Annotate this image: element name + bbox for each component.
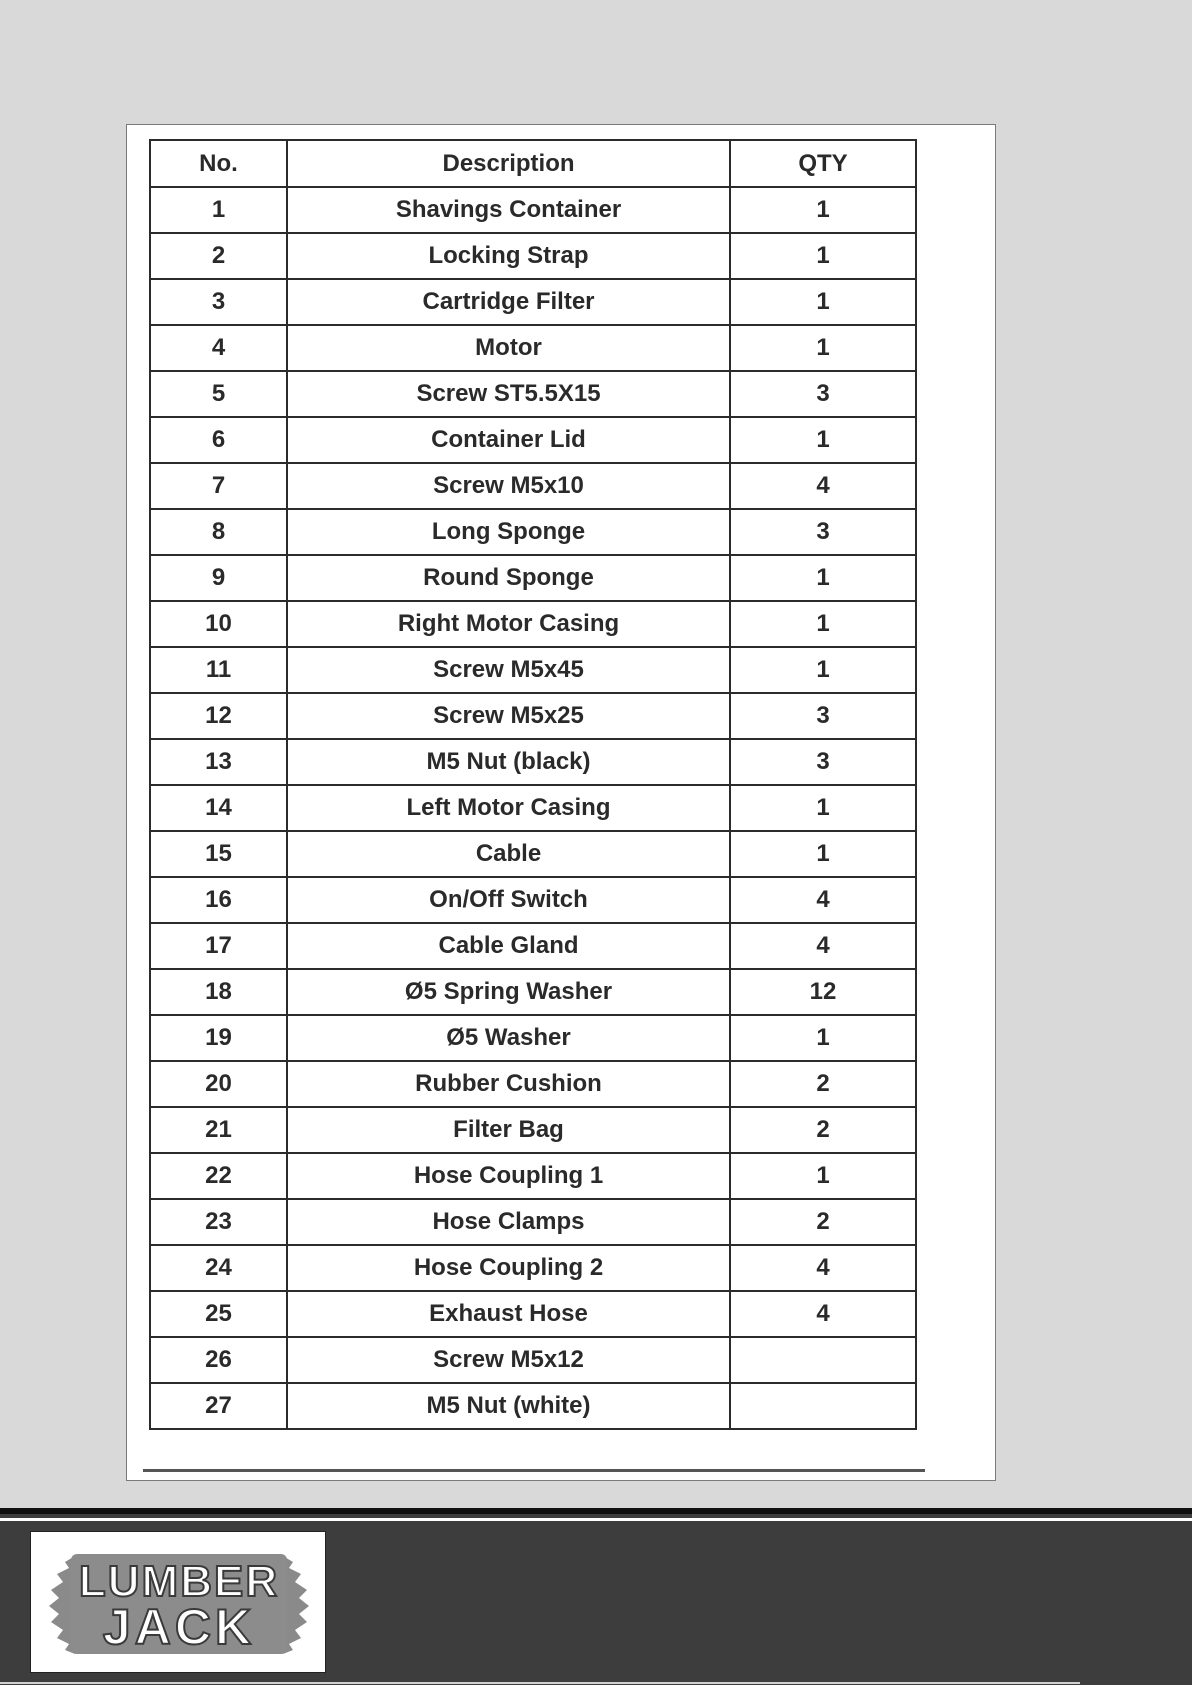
cell-description: Screw M5x12	[287, 1337, 730, 1383]
column-header-no: No.	[150, 140, 287, 187]
footer-bottom-line	[0, 1682, 1080, 1684]
cell-description: Screw M5x45	[287, 647, 730, 693]
cell-no: 7	[150, 463, 287, 509]
cell-no: 13	[150, 739, 287, 785]
cell-no: 27	[150, 1383, 287, 1429]
cell-description: Motor	[287, 325, 730, 371]
cell-no: 16	[150, 877, 287, 923]
cell-qty: 3	[730, 739, 916, 785]
cell-no: 14	[150, 785, 287, 831]
table-row	[150, 1153, 916, 1199]
table-row	[150, 601, 916, 647]
table-bottom-rule	[143, 1469, 925, 1472]
cell-description: M5 Nut (white)	[287, 1383, 730, 1429]
cell-description: Exhaust Hose	[287, 1291, 730, 1337]
cell-no: 18	[150, 969, 287, 1015]
cell-description: Right Motor Casing	[287, 601, 730, 647]
cell-description: Cartridge Filter	[287, 279, 730, 325]
cell-qty: 1	[730, 831, 916, 877]
cell-description: Container Lid	[287, 417, 730, 463]
cell-qty: 1	[730, 1015, 916, 1061]
table-row	[150, 1245, 916, 1291]
footer-inner-rule	[0, 1518, 1192, 1521]
table-row	[150, 1015, 916, 1061]
cell-qty: 1	[730, 325, 916, 371]
cell-qty: 1	[730, 601, 916, 647]
cell-qty: 1	[730, 279, 916, 325]
cell-no: 10	[150, 601, 287, 647]
table-row	[150, 371, 916, 417]
parts-list-panel	[126, 124, 996, 1481]
table-row	[150, 509, 916, 555]
cell-qty: 4	[730, 1291, 916, 1337]
cell-no: 22	[150, 1153, 287, 1199]
cell-description: Cable Gland	[287, 923, 730, 969]
cell-qty: 3	[730, 509, 916, 555]
cell-qty: 2	[730, 1061, 916, 1107]
cell-no: 2	[150, 233, 287, 279]
table-row	[150, 785, 916, 831]
parts-list-table	[149, 139, 917, 1430]
cell-description: Locking Strap	[287, 233, 730, 279]
cell-description: Filter Bag	[287, 1107, 730, 1153]
table-row	[150, 831, 916, 877]
cell-description: Left Motor Casing	[287, 785, 730, 831]
cell-qty: 1	[730, 1153, 916, 1199]
cell-no: 12	[150, 693, 287, 739]
column-header-description: Description	[287, 140, 730, 187]
cell-no: 21	[150, 1107, 287, 1153]
cell-qty: 2	[730, 1107, 916, 1153]
footer-band	[0, 1514, 1192, 1685]
cell-no: 11	[150, 647, 287, 693]
cell-qty: 12	[730, 969, 916, 1015]
cell-no: 25	[150, 1291, 287, 1337]
table-row	[150, 647, 916, 693]
cell-description: M5 Nut (black)	[287, 739, 730, 785]
cell-no: 26	[150, 1337, 287, 1383]
table-header-row	[150, 140, 916, 187]
cell-description: Rubber Cushion	[287, 1061, 730, 1107]
cell-description: Screw ST5.5X15	[287, 371, 730, 417]
cell-no: 8	[150, 509, 287, 555]
cell-no: 9	[150, 555, 287, 601]
cell-qty	[730, 1383, 916, 1429]
cell-description: Long Sponge	[287, 509, 730, 555]
table-row	[150, 877, 916, 923]
table-row	[150, 923, 916, 969]
table-row	[150, 1061, 916, 1107]
cell-description: Screw M5x10	[287, 463, 730, 509]
table-row	[150, 1383, 916, 1429]
cell-qty: 3	[730, 693, 916, 739]
cell-no: 17	[150, 923, 287, 969]
lumberjack-logo-icon	[45, 1544, 313, 1662]
cell-description: Cable	[287, 831, 730, 877]
table-row	[150, 555, 916, 601]
cell-qty: 4	[730, 923, 916, 969]
table-row	[150, 233, 916, 279]
cell-description: Round Sponge	[287, 555, 730, 601]
cell-description: Ø5 Spring Washer	[287, 969, 730, 1015]
cell-qty: 4	[730, 877, 916, 923]
cell-description: Hose Clamps	[287, 1199, 730, 1245]
cell-qty: 3	[730, 371, 916, 417]
cell-no: 4	[150, 325, 287, 371]
table-row	[150, 739, 916, 785]
cell-qty: 1	[730, 647, 916, 693]
cell-description: Screw M5x25	[287, 693, 730, 739]
table-row	[150, 463, 916, 509]
cell-no: 20	[150, 1061, 287, 1107]
table-row	[150, 1291, 916, 1337]
table-row	[150, 1337, 916, 1383]
cell-no: 15	[150, 831, 287, 877]
cell-qty: 1	[730, 785, 916, 831]
table-row	[150, 325, 916, 371]
table-row	[150, 187, 916, 233]
table-row	[150, 1107, 916, 1153]
table-row	[150, 693, 916, 739]
cell-qty: 1	[730, 187, 916, 233]
cell-no: 5	[150, 371, 287, 417]
cell-qty: 4	[730, 463, 916, 509]
table-row	[150, 1199, 916, 1245]
cell-qty	[730, 1337, 916, 1383]
table-row	[150, 279, 916, 325]
cell-no: 6	[150, 417, 287, 463]
cell-no: 24	[150, 1245, 287, 1291]
cell-qty: 1	[730, 233, 916, 279]
cell-no: 19	[150, 1015, 287, 1061]
cell-qty: 1	[730, 555, 916, 601]
cell-description: Ø5 Washer	[287, 1015, 730, 1061]
logo-line-1: LUMBER	[78, 1557, 280, 1606]
column-header-qty: QTY	[730, 140, 916, 187]
cell-description: On/Off Switch	[287, 877, 730, 923]
cell-description: Hose Coupling 2	[287, 1245, 730, 1291]
logo-line-2: JACK	[102, 1599, 256, 1655]
cell-qty: 4	[730, 1245, 916, 1291]
table-row	[150, 417, 916, 463]
cell-description: Shavings Container	[287, 187, 730, 233]
cell-no: 1	[150, 187, 287, 233]
cell-qty: 1	[730, 417, 916, 463]
cell-no: 23	[150, 1199, 287, 1245]
brand-logo	[30, 1531, 326, 1673]
cell-qty: 2	[730, 1199, 916, 1245]
cell-no: 3	[150, 279, 287, 325]
cell-description: Hose Coupling 1	[287, 1153, 730, 1199]
table-row	[150, 969, 916, 1015]
